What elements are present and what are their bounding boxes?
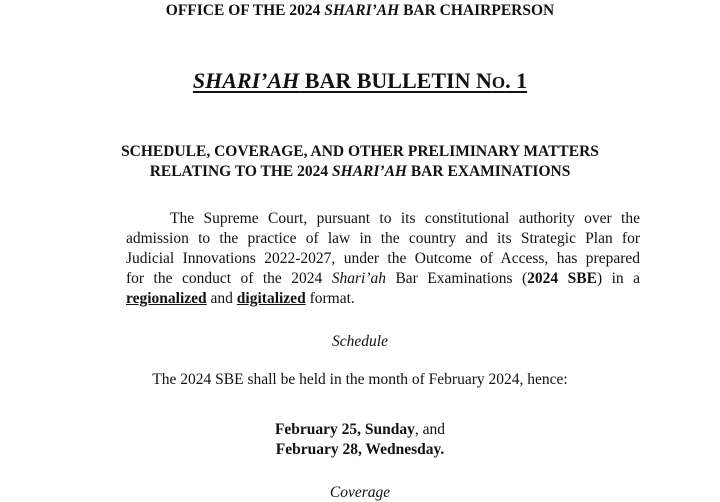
- coverage-heading: Coverage: [329, 484, 391, 501]
- bulletin-title-number: . 1: [505, 68, 528, 93]
- bulletin-title-no: O: [491, 73, 506, 92]
- intro-line-1: The Supreme Court, pursuant to its constitutional authority over the: [170, 210, 640, 227]
- date-1: [0, 420, 720, 440]
- office-header-italic: SHARI’AH: [324, 2, 400, 19]
- intro-line-4: [126, 269, 640, 289]
- intro-line-3: Judicial Innovations 2022-2027, under the Outcome of Access, has prepared: [126, 250, 640, 267]
- bulletin-title-italic: SHARI’AH: [192, 68, 300, 93]
- schedule-dates: [0, 420, 720, 460]
- subject-line-1: SCHEDULE, COVERAGE, AND OTHER PRELIMINARY MATTERS: [121, 143, 599, 160]
- schedule-heading: Schedule: [332, 333, 388, 350]
- intro-line-4-italic: Shari’ah: [331, 270, 386, 287]
- intro-line-5-and: and: [206, 290, 237, 307]
- office-header: [0, 2, 720, 20]
- intro-line-4-bold: 2024 SBE: [527, 270, 597, 287]
- digitalized-term: digitalized: [236, 290, 306, 307]
- office-header-text-end: BAR CHAIRPERSON: [399, 2, 555, 19]
- intro-paragraph: [126, 209, 640, 309]
- bulletin-title-text: BAR BULLETIN N: [299, 68, 492, 93]
- intro-line-2: admission to the practice of law in the country and its Strategic Plan for: [126, 230, 640, 247]
- intro-line-4-post: ) in a: [596, 270, 640, 287]
- date-1-bold: February 25, Sunday: [274, 421, 415, 438]
- subject-line-2: [0, 162, 720, 182]
- schedule-text: The 2024 SBE shall be held in the month of February 2024, hence:: [152, 371, 568, 388]
- date-2: February 28, Wednesday.: [275, 441, 445, 458]
- subject-line-2-post: BAR EXAMINATIONS: [406, 163, 571, 180]
- intro-line-4-mid: Bar Examinations (: [385, 270, 528, 287]
- intro-line-5: [126, 289, 640, 309]
- subject-line-2-pre: RELATING TO THE 2024: [149, 163, 333, 180]
- office-header-text: OFFICE OF THE 2024: [165, 2, 325, 19]
- bulletin-title: [0, 68, 720, 94]
- regionalized-term: regionalized: [126, 290, 207, 307]
- intro-line-5-post: format.: [305, 290, 355, 307]
- subject-heading: [0, 142, 720, 182]
- date-1-tail: , and: [414, 421, 446, 438]
- subject-line-2-italic: SHARI’AH: [332, 163, 407, 180]
- intro-line-4-pre: for the conduct of the 2024: [126, 270, 332, 287]
